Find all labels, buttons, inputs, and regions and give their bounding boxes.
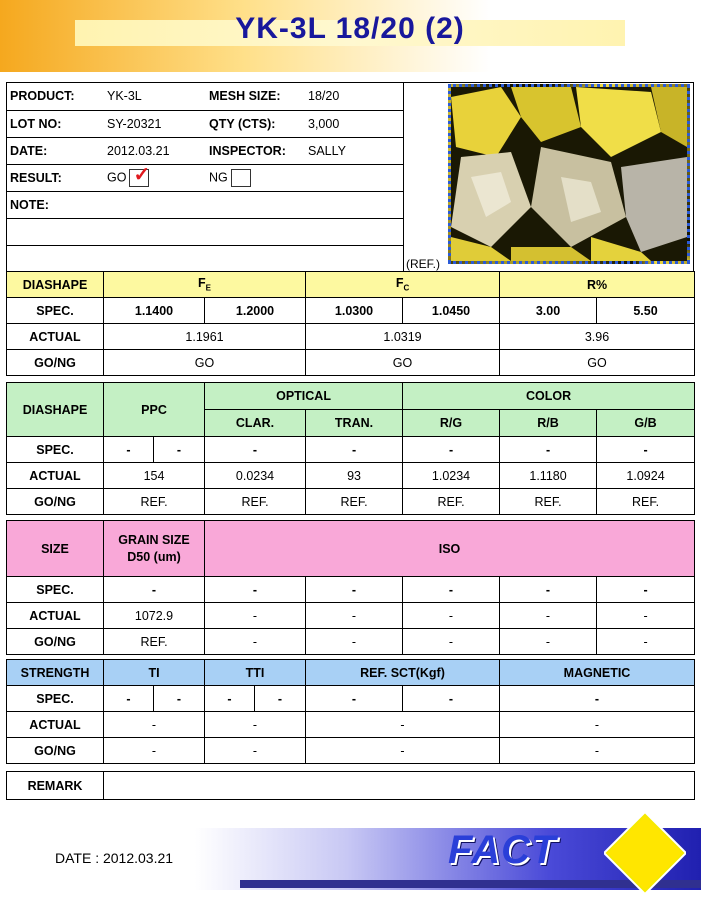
spec-cell: -: [403, 577, 500, 603]
actual-cell: 1072.9: [104, 603, 205, 629]
actual-cell: -: [403, 603, 500, 629]
t1-spec-row: [7, 298, 695, 324]
actual-cell: 3.96: [500, 324, 695, 350]
gong-label: GO/NG: [7, 350, 104, 376]
go-checkbox[interactable]: [129, 164, 151, 187]
mesh-value: 18/20: [305, 83, 403, 110]
gong-cell: -: [500, 738, 695, 764]
t1-actual-row: [7, 324, 695, 350]
gong-cell: -: [306, 629, 403, 655]
spec-cell: -: [104, 686, 154, 712]
gong-cell: GO: [500, 350, 695, 376]
t3-actual-row: [7, 603, 695, 629]
actual-label: ACTUAL: [7, 712, 104, 738]
actual-cell: 0.0234: [205, 463, 306, 489]
fact-logo: FACT: [448, 828, 557, 872]
gong-label: GO/NG: [7, 629, 104, 655]
info-row-note-line2: [7, 245, 403, 272]
r-header: R%: [500, 272, 695, 298]
result-go: [104, 164, 206, 191]
qty-value: 3,000: [305, 110, 403, 137]
diamond-logo-icon: [604, 812, 686, 894]
lot-value: SY-20321: [104, 110, 206, 137]
info-divider: [403, 83, 404, 271]
t4-spec-row: [7, 686, 695, 712]
t1-gong-row: [7, 350, 695, 376]
spec-label: SPEC.: [7, 298, 104, 324]
spec-cell: -: [306, 437, 403, 463]
spec-cell: -: [104, 437, 154, 463]
gong-cell: REF.: [500, 489, 597, 515]
diamond-photo: [448, 84, 690, 264]
spec-cell: -: [500, 577, 597, 603]
gb-header: G/B: [597, 410, 695, 437]
info-table: [7, 83, 403, 272]
grain-size-header: [104, 521, 205, 577]
rg-header: R/G: [403, 410, 500, 437]
info-row-date: [7, 137, 403, 164]
optical-header: OPTICAL: [205, 383, 403, 410]
spec-cell: -: [205, 437, 306, 463]
spec-cell: -: [104, 577, 205, 603]
strength-table: [6, 659, 695, 764]
spec-cell: -: [154, 686, 205, 712]
clar-header: CLAR.: [205, 410, 306, 437]
tran-header: TRAN.: [306, 410, 403, 437]
spec-cell: -: [255, 686, 306, 712]
date-label: DATE:: [7, 137, 104, 164]
t2-gong-row: [7, 489, 695, 515]
gong-cell: -: [597, 629, 695, 655]
spec-cell: -: [597, 437, 695, 463]
actual-cell: 93: [306, 463, 403, 489]
t2-header: DIASHAPE: [7, 383, 104, 437]
gong-cell: -: [205, 629, 306, 655]
t4-header-row: [7, 660, 695, 686]
spec-cell: -: [205, 686, 255, 712]
qty-label: QTY (CTS):: [206, 110, 305, 137]
actual-cell: -: [500, 603, 597, 629]
spec-cell: -: [597, 577, 695, 603]
t3-gong-row: [7, 629, 695, 655]
grain-size-line1: GRAIN SIZE: [118, 532, 190, 547]
crystal-image: [451, 87, 687, 261]
t3-header-row: [7, 521, 695, 577]
spec-cell: -: [306, 686, 403, 712]
t2-header-row: [7, 383, 695, 410]
grain-size-line2: D50 (um): [127, 549, 181, 564]
t1-header-row: [7, 272, 695, 298]
iso-header: ISO: [205, 521, 695, 577]
t3-spec-row: [7, 577, 695, 603]
info-row-lot: [7, 110, 403, 137]
info-row-product: [7, 83, 403, 110]
gong-cell: -: [403, 629, 500, 655]
gong-label: GO/NG: [7, 489, 104, 515]
spec-label: SPEC.: [7, 437, 104, 463]
gong-cell: REF.: [597, 489, 695, 515]
gong-cell: REF.: [306, 489, 403, 515]
gong-cell: -: [205, 738, 306, 764]
date-value: 2012.03.21: [104, 137, 206, 164]
gong-cell: REF.: [403, 489, 500, 515]
mesh-label: MESH SIZE:: [206, 83, 305, 110]
gong-label: GO/NG: [7, 738, 104, 764]
magnetic-header: MAGNETIC: [500, 660, 695, 686]
color-header: COLOR: [403, 383, 695, 410]
sct-header: REF. SCT(Kgf): [306, 660, 500, 686]
tti-header: TTI: [205, 660, 306, 686]
t4-header: STRENGTH: [7, 660, 104, 686]
actual-cell: -: [205, 712, 306, 738]
actual-cell: -: [306, 603, 403, 629]
t2-spec-row: [7, 437, 695, 463]
spec-cell: -: [500, 686, 695, 712]
inspector-label: INSPECTOR:: [206, 137, 305, 164]
t4-gong-row: [7, 738, 695, 764]
actual-cell: -: [597, 603, 695, 629]
gong-cell: REF.: [104, 489, 205, 515]
ppc-header: PPC: [104, 383, 205, 437]
size-table: [6, 520, 695, 655]
page-title: YK-3L 18/20 (2): [235, 12, 465, 45]
remark-row: [7, 772, 695, 800]
remark-label: REMARK: [7, 772, 104, 800]
spec-cell: 1.2000: [205, 298, 306, 324]
actual-cell: -: [104, 712, 205, 738]
actual-label: ACTUAL: [7, 603, 104, 629]
actual-label: ACTUAL: [7, 324, 104, 350]
gong-cell: -: [104, 738, 205, 764]
spec-cell: 1.0450: [403, 298, 500, 324]
fc-header: $F_C$: [306, 272, 500, 298]
spec-cell: 1.0300: [306, 298, 403, 324]
checkmark-icon: ✓: [133, 164, 151, 186]
actual-cell: 1.0319: [306, 324, 500, 350]
actual-cell: -: [306, 712, 500, 738]
diashape-optical-table: [6, 382, 695, 515]
spec-cell: 5.50: [597, 298, 695, 324]
result-label: RESULT:: [7, 164, 104, 191]
t1-header: DIASHAPE: [7, 272, 104, 298]
actual-cell: -: [205, 603, 306, 629]
spec-cell: -: [500, 437, 597, 463]
spec-cell: -: [205, 577, 306, 603]
ng-checkbox[interactable]: [231, 169, 251, 187]
spec-cell: 3.00: [500, 298, 597, 324]
ng-label: NG: [209, 169, 228, 184]
spec-cell: -: [306, 577, 403, 603]
t3-header: SIZE: [7, 521, 104, 577]
fe-header: $F_E$: [104, 272, 306, 298]
lot-label: LOT NO:: [7, 110, 104, 137]
gong-cell: REF.: [104, 629, 205, 655]
gong-cell: -: [500, 629, 597, 655]
footer-date: DATE : 2012.03.21: [55, 850, 174, 866]
product-label: PRODUCT:: [7, 83, 104, 110]
product-value: YK-3L: [104, 83, 206, 110]
remark-table: [6, 771, 695, 800]
info-row-note: [7, 191, 403, 218]
t4-actual-row: [7, 712, 695, 738]
spec-label: SPEC.: [7, 577, 104, 603]
spec-cell: 1.1400: [104, 298, 205, 324]
gong-cell: GO: [306, 350, 500, 376]
inspector-value: SALLY: [305, 137, 403, 164]
gong-cell: -: [306, 738, 500, 764]
spec-cell: -: [403, 686, 500, 712]
spec-label: SPEC.: [7, 686, 104, 712]
info-row-note-line1: [7, 218, 403, 245]
ref-label: (REF.): [406, 257, 440, 271]
note-label: NOTE:: [7, 191, 403, 218]
actual-cell: 1.1961: [104, 324, 306, 350]
actual-label: ACTUAL: [7, 463, 104, 489]
rb-header: R/B: [500, 410, 597, 437]
t2-actual-row: [7, 463, 695, 489]
actual-cell: -: [500, 712, 695, 738]
info-row-result: [7, 164, 403, 191]
result-ng: [206, 164, 305, 191]
actual-cell: 154: [104, 463, 205, 489]
diashape-f-table: [6, 271, 695, 376]
actual-cell: 1.1180: [500, 463, 597, 489]
gong-cell: REF.: [205, 489, 306, 515]
gong-cell: GO: [104, 350, 306, 376]
remark-value: [104, 772, 695, 800]
go-label: GO: [107, 169, 127, 184]
spec-cell: -: [154, 437, 205, 463]
ti-header: TI: [104, 660, 205, 686]
spec-cell: -: [403, 437, 500, 463]
actual-cell: 1.0924: [597, 463, 695, 489]
actual-cell: 1.0234: [403, 463, 500, 489]
